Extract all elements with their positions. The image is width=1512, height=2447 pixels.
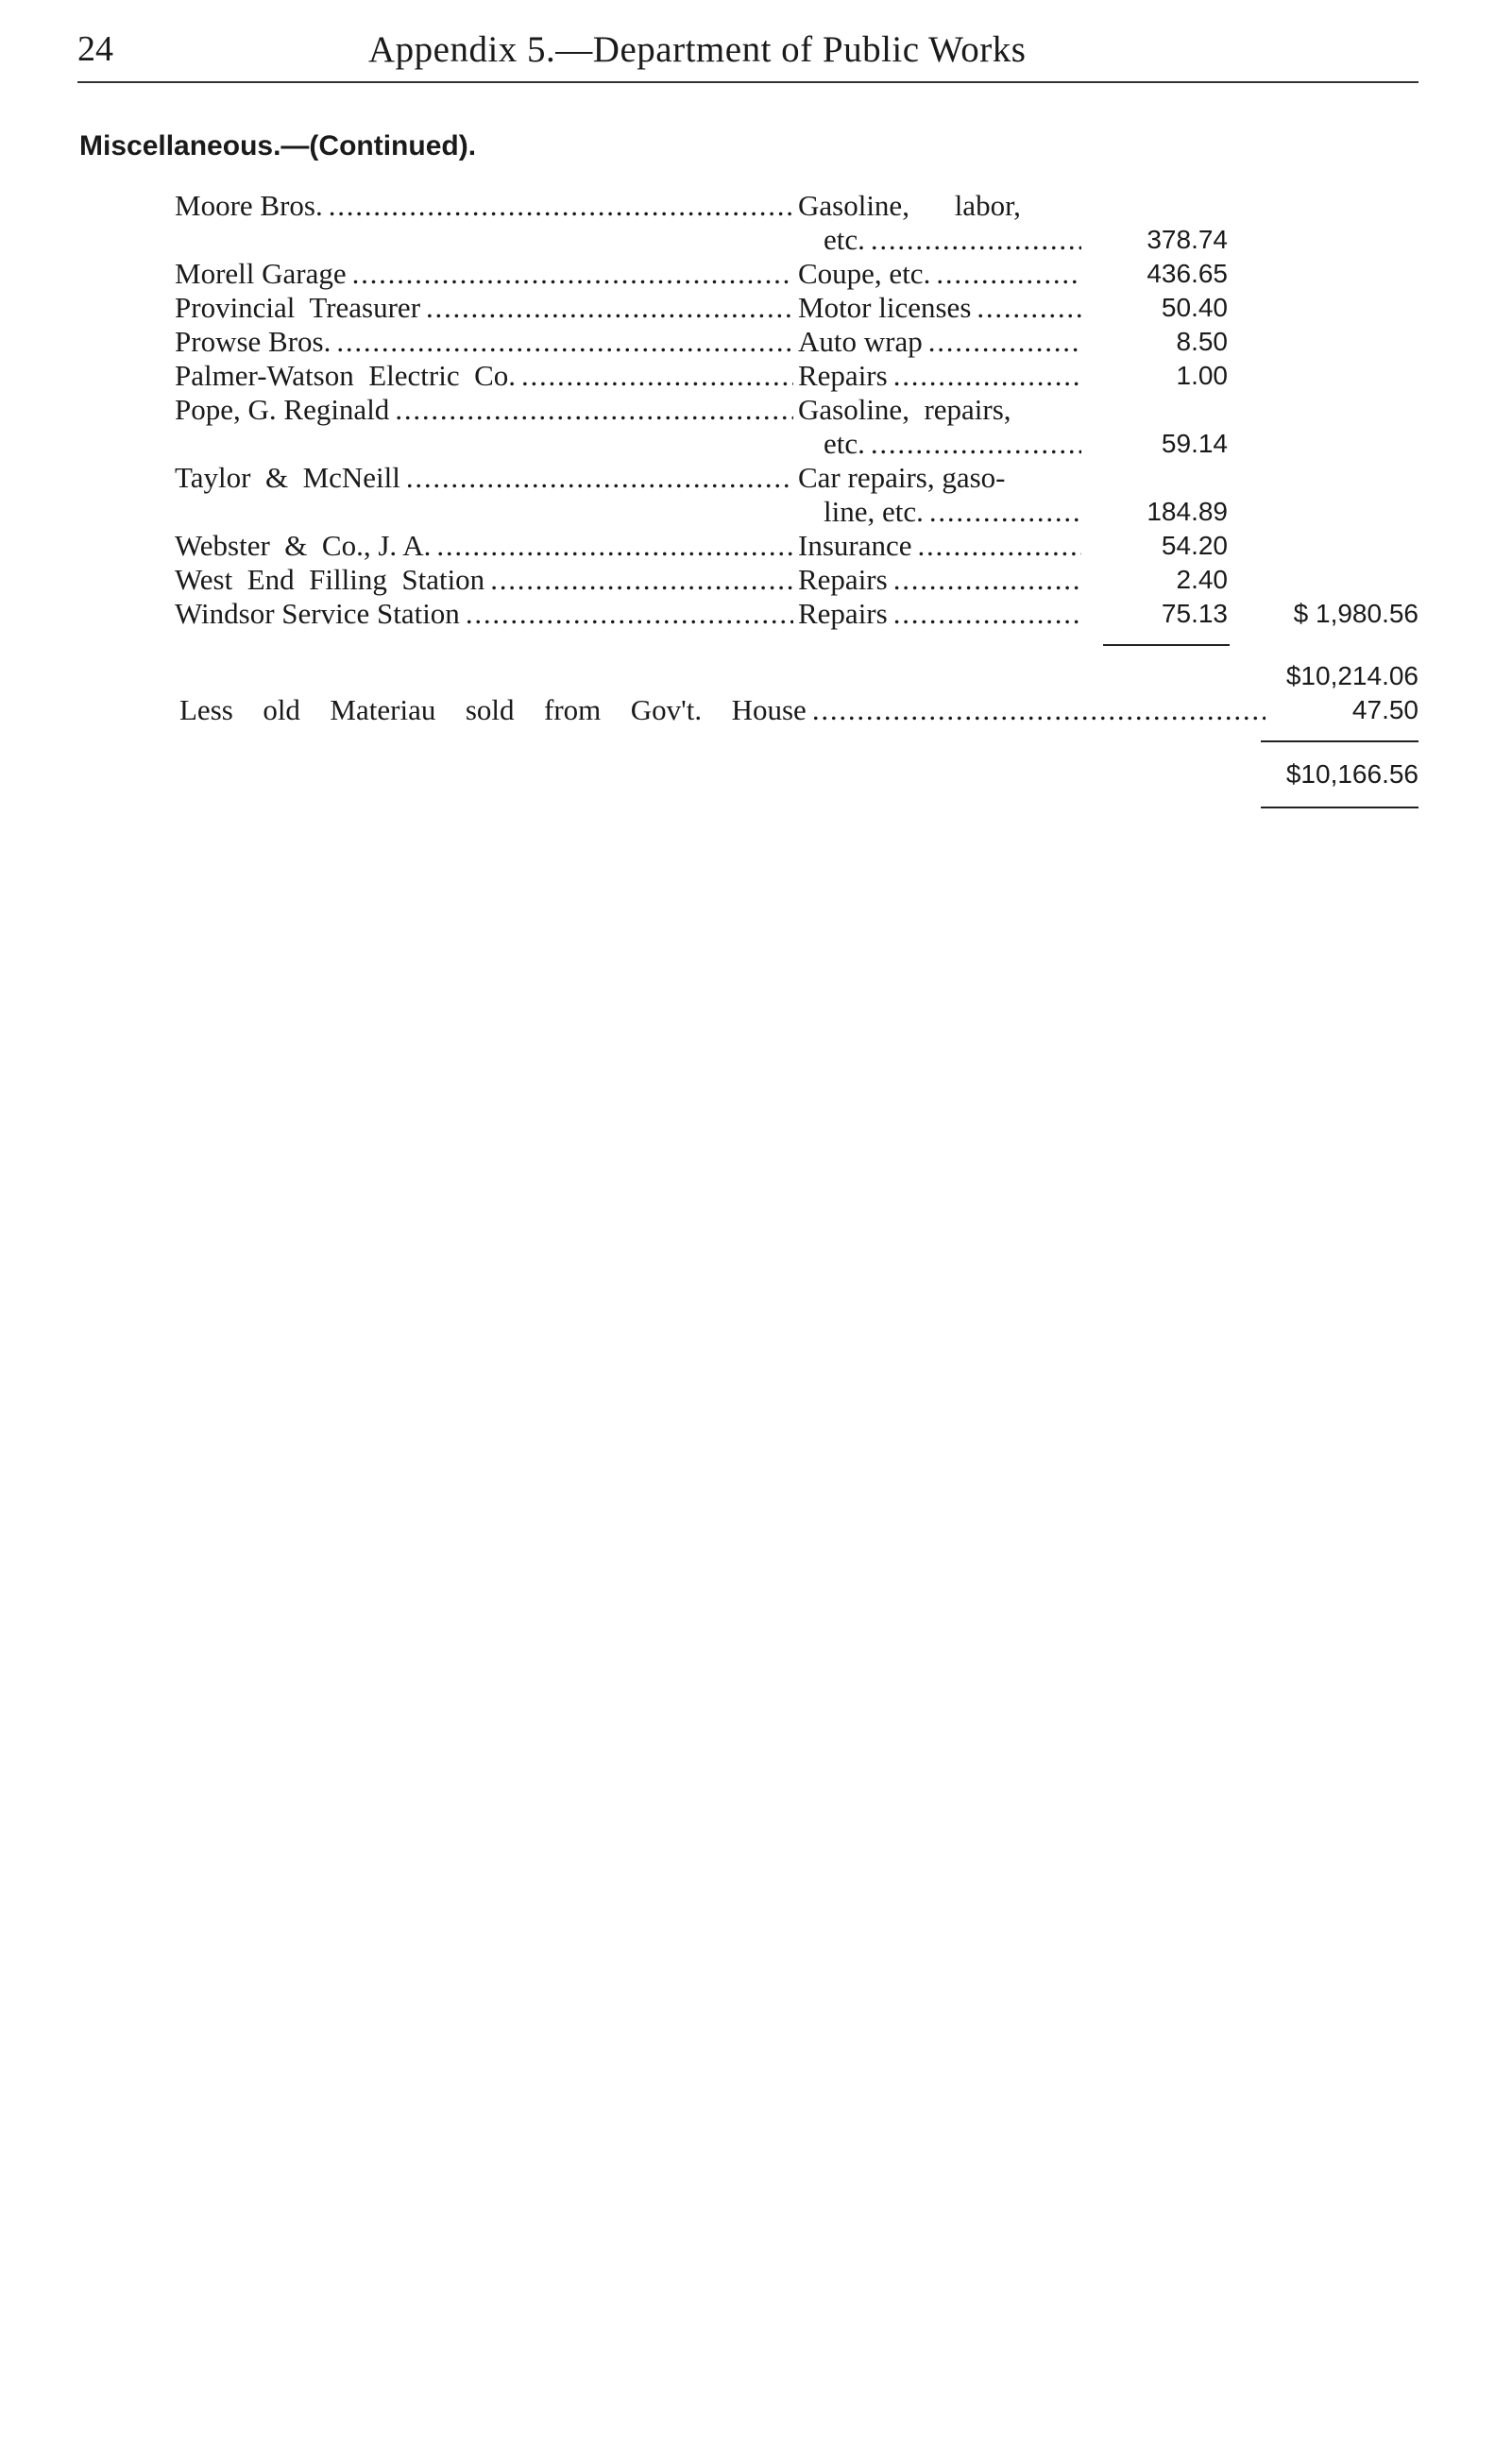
payee-cell [175, 359, 793, 393]
leader-dots [400, 461, 793, 495]
description-text: Repairs [798, 563, 888, 596]
amount-value: 50.40 [1161, 293, 1228, 322]
leader-dots [865, 223, 1081, 257]
leader-dots [924, 495, 1081, 529]
payee-name: Morell Garage [175, 257, 347, 290]
description-cell [798, 461, 1081, 495]
payee-name: Webster & Co., J. A. [175, 529, 432, 562]
description-cell [798, 529, 1081, 563]
payee-cell [175, 325, 793, 359]
amount-value: 378.74 [1147, 225, 1228, 254]
ledger-row-continuation [0, 495, 1512, 529]
payee-cell [175, 461, 793, 495]
leader-dots [930, 257, 1081, 291]
running-title: Appendix 5.—Department of Public Works [368, 29, 1027, 70]
leader-dots [484, 563, 793, 597]
amount-value: 184.89 [1147, 497, 1228, 526]
leader-dots [516, 359, 793, 393]
description-cell [798, 291, 1081, 325]
subtotal-value: $ 1,980.56 [1293, 599, 1419, 628]
ledger-row-continuation [0, 223, 1512, 257]
ledger-row [0, 291, 1512, 325]
leader-dots [888, 597, 1081, 631]
leader-dots [347, 257, 793, 291]
description-text: Motor licenses [798, 291, 972, 324]
net-total-row [0, 757, 1512, 791]
ledger-row [0, 461, 1512, 495]
ledger-row [0, 563, 1512, 597]
leader-dots [888, 359, 1081, 393]
subtotal-rule [1103, 644, 1230, 646]
payee-cell [175, 597, 793, 631]
payee-name: Pope, G. Reginald [175, 393, 390, 426]
leader-dots [912, 529, 1082, 563]
leader-dots [323, 189, 793, 223]
payee-cell [175, 189, 793, 223]
description-text: etc. [824, 427, 865, 460]
payee-cell [175, 563, 793, 597]
description-cell [798, 393, 1081, 427]
description-text: Repairs [798, 359, 888, 392]
description-text: etc. [824, 223, 865, 256]
less-row [0, 693, 1512, 727]
ledger-row [0, 393, 1512, 427]
payee-name: Prowse Bros. [175, 325, 331, 358]
leader-dots [460, 597, 793, 631]
leader-dots [431, 529, 793, 563]
leader-dots [865, 427, 1081, 461]
amount-value: 75.13 [1161, 599, 1228, 628]
net-total-rule [1261, 807, 1419, 808]
amount-value: 54.20 [1161, 531, 1228, 560]
payee-name: Moore Bros. [175, 189, 323, 222]
payee-cell [175, 393, 793, 427]
payee-cell [175, 529, 793, 563]
payee-name: Windsor Service Station [175, 597, 460, 630]
description-text: Gasoline, labor, [798, 189, 1021, 222]
less-cell [179, 693, 1266, 727]
total-rule [1261, 740, 1419, 742]
leader-dots [971, 291, 1081, 325]
payee-name: Taylor & McNeill [175, 461, 400, 494]
leader-dots [420, 291, 793, 325]
ledger-row [0, 257, 1512, 291]
payee-name: West End Filling Station [175, 563, 485, 596]
description-cell [798, 597, 1081, 631]
ledger-row [0, 597, 1512, 631]
amount-value: 2.40 [1176, 565, 1228, 594]
amount-value: 59.14 [1161, 429, 1228, 458]
description-text: Insurance [798, 529, 912, 562]
description-text: Coupe, etc. [798, 257, 931, 290]
leader-dots [807, 693, 1266, 727]
leader-dots [331, 325, 793, 359]
description-cell [798, 325, 1081, 359]
page-header [0, 21, 1512, 77]
page-number: 24 [77, 29, 113, 69]
description-text: Car repairs, gaso- [798, 461, 1006, 494]
header-rule [77, 81, 1419, 83]
leader-dots [888, 563, 1081, 597]
ledger-row [0, 189, 1512, 223]
description-cell [824, 223, 1081, 257]
amount-value: 436.65 [1147, 259, 1228, 288]
description-cell [798, 257, 1081, 291]
section-heading: Miscellaneous.—(Continued). [79, 130, 477, 161]
description-text: line, etc. [824, 495, 924, 528]
description-text: Gasoline, repairs, [798, 393, 1011, 426]
ledger-row-continuation [0, 427, 1512, 461]
leader-dots [389, 393, 793, 427]
amount-value: 8.50 [1176, 327, 1228, 356]
description-text: Repairs [798, 597, 888, 630]
leader-dots [923, 325, 1081, 359]
amount-value: 1.00 [1176, 361, 1228, 390]
payee-cell [175, 291, 793, 325]
description-cell [798, 189, 1081, 223]
grand-total-value: $10,214.06 [1285, 661, 1419, 690]
less-label: Less old Materiau sold from Gov't. House [179, 693, 807, 726]
net-total-value: $10,166.56 [1285, 759, 1419, 789]
ledger-row [0, 529, 1512, 563]
description-cell [798, 563, 1081, 597]
description-cell [824, 495, 1081, 529]
payee-name: Provincial Treasurer [175, 291, 421, 324]
ledger-row [0, 325, 1512, 359]
description-text: Auto wrap [798, 325, 923, 358]
payee-cell [175, 257, 793, 291]
payee-name: Palmer-Watson Electric Co. [175, 359, 517, 392]
ledger-row [0, 359, 1512, 393]
grand-total-row [0, 659, 1512, 693]
description-cell [824, 427, 1081, 461]
less-amount-value: 47.50 [1351, 695, 1419, 724]
description-cell [798, 359, 1081, 393]
